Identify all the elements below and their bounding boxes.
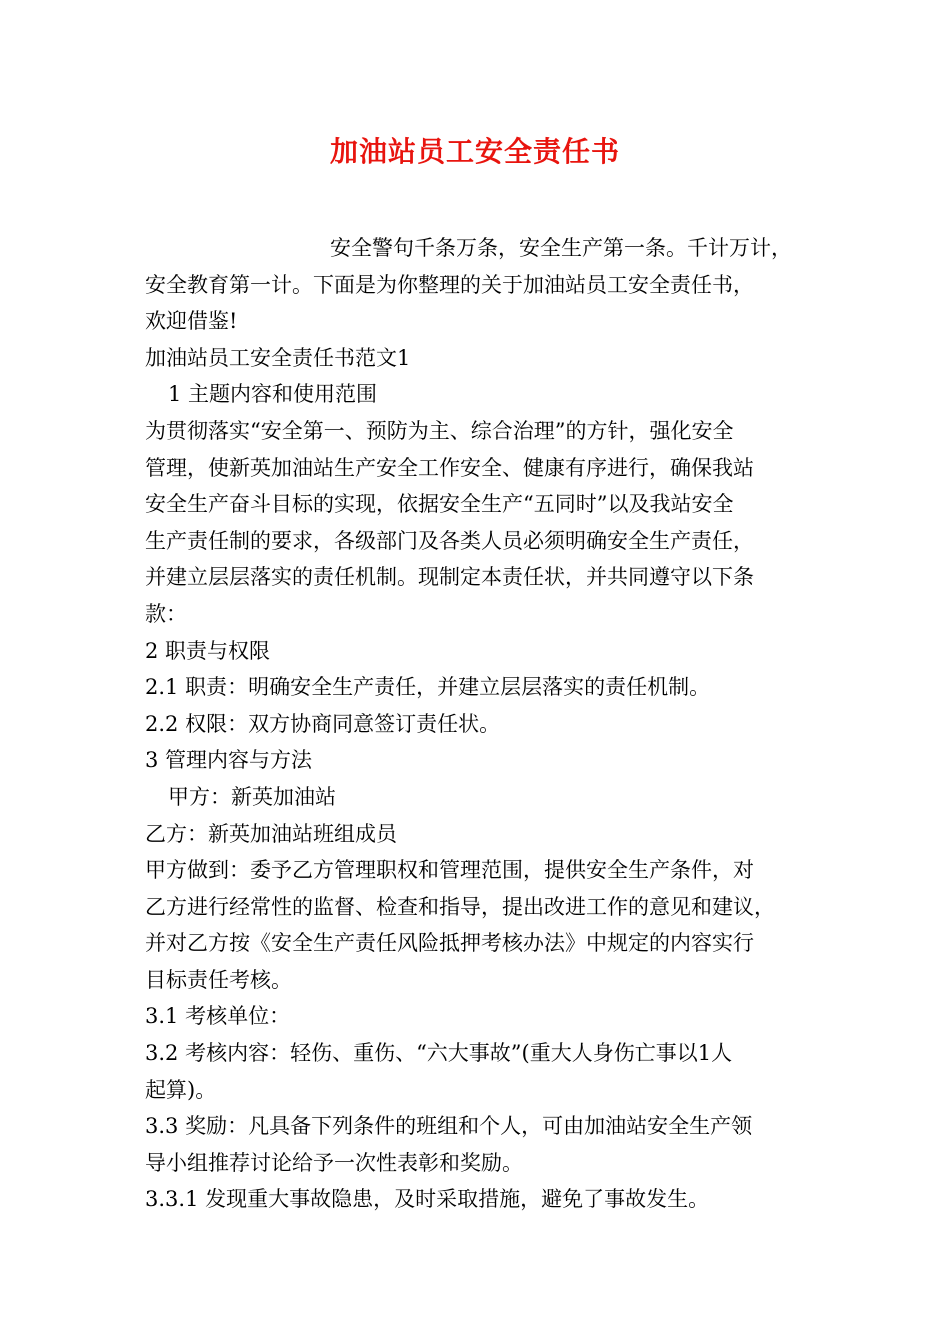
paragraph-line: 乙方：新英加油站班组成员 bbox=[145, 821, 397, 846]
paragraph-line: 2.2 权限：双方协商同意签订责任状。 bbox=[145, 711, 501, 736]
paragraph-line: 安全教育第一计。下面是为你整理的关于加油站员工安全责任书， bbox=[145, 272, 754, 297]
paragraph-line: 并建立层层落实的责任机制。现制定本责任状，并共同遵守以下条 bbox=[145, 565, 754, 590]
paragraph-line: 甲方做到：委予乙方管理职权和管理范围，提供安全生产条件，对 bbox=[145, 858, 754, 883]
paragraph-line: 为贯彻落实“安全第一、预防为主、综合治理”的方针，强化安全 bbox=[145, 418, 734, 443]
paragraph-line: 并对乙方按《安全生产责任风险抵押考核办法》中规定的内容实行 bbox=[145, 931, 754, 956]
paragraph-line: 管理，使新英加油站生产安全工作安全、健康有序进行，确保我站 bbox=[145, 455, 754, 480]
paragraph-line: 起算)。 bbox=[145, 1077, 217, 1102]
section-heading: 1 主题内容和使用范围 bbox=[168, 382, 378, 407]
paragraph-line: 3.3 奖励：凡具备下列条件的班组和个人，可由加油站安全生产领 bbox=[145, 1114, 753, 1139]
paragraph-line: 导小组推荐讨论给予一次性表彰和奖励。 bbox=[145, 1150, 523, 1175]
section-heading: 3 管理内容与方法 bbox=[145, 748, 313, 773]
paragraph-line: 安全生产奋斗目标的实现，依据安全生产“五同时”以及我站安全 bbox=[145, 492, 734, 517]
document-body bbox=[145, 230, 815, 1218]
paragraph-line: 款： bbox=[145, 601, 187, 626]
paragraph-line: 3.3.1 发现重大事故隐患，及时采取措施，避免了事故发生。 bbox=[145, 1187, 710, 1212]
paragraph-line: 3.1 考核单位： bbox=[145, 1004, 291, 1029]
paragraph-line: 欢迎借鉴! bbox=[145, 309, 238, 334]
section-heading: 加油站员工安全责任书范文1 bbox=[145, 345, 411, 370]
document-title: 加油站员工安全责任书 bbox=[329, 135, 620, 168]
paragraph-line: 目标责任考核。 bbox=[145, 967, 292, 992]
paragraph-line: 生产责任制的要求，各级部门及各类人员必须明确安全生产责任， bbox=[145, 528, 754, 553]
paragraph-line: 乙方进行经常性的监督、检查和指导，提出改进工作的意见和建议， bbox=[145, 894, 775, 919]
paragraph-line: 3.2 考核内容：轻伤、重伤、“六大事故”(重大人身伤亡事以1人 bbox=[145, 1041, 733, 1066]
section-heading: 2 职责与权限 bbox=[145, 638, 271, 663]
paragraph-line: 甲方：新英加油站 bbox=[168, 784, 336, 809]
paragraph-line: 安全警句千条万条，安全生产第一条。千计万计， bbox=[330, 236, 792, 260]
paragraph-line: 2.1 职责：明确安全生产责任，并建立层层落实的责任机制。 bbox=[145, 675, 711, 700]
